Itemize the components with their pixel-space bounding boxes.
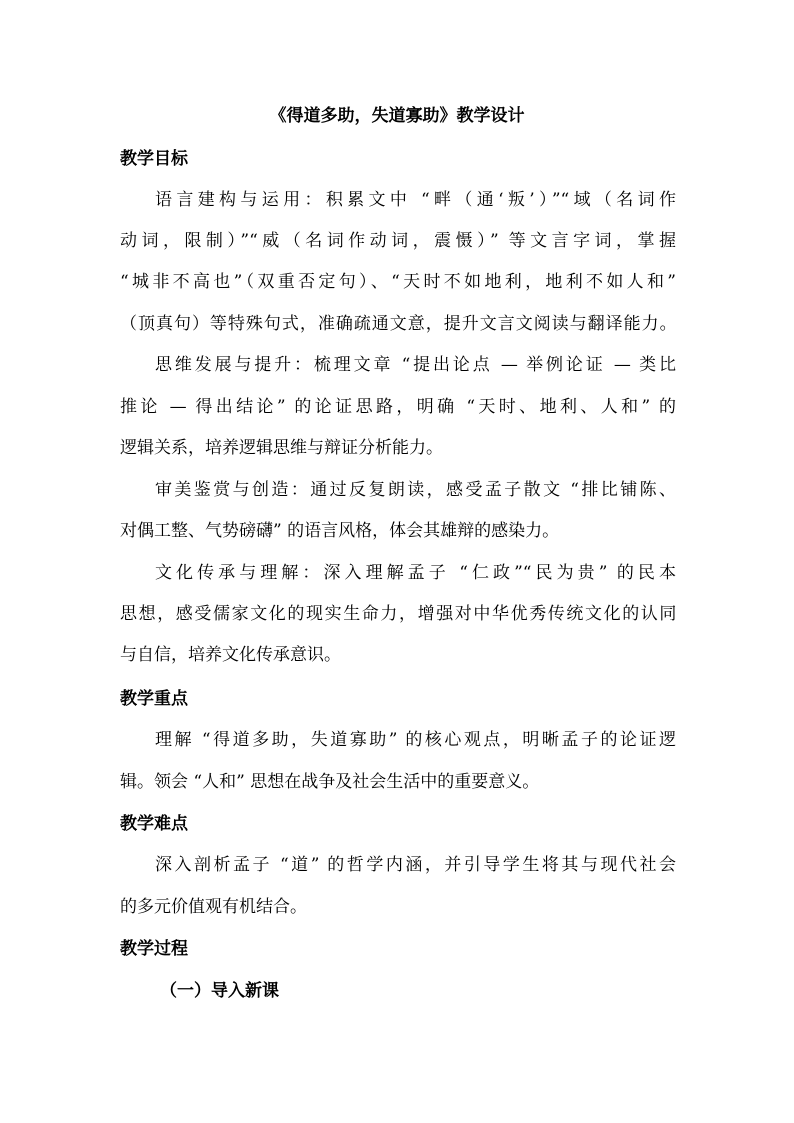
paragraph-line: 逻辑关系，培养逻辑思维与辩证分析能力。	[120, 438, 443, 458]
section-heading-goals: 教学目标	[120, 149, 188, 169]
paragraph-line: （顶真句）等特殊句式，准确疏通文意，提升文言文阅读与翻译能力。	[120, 314, 676, 334]
subsection-heading: （一）导入新课	[160, 981, 279, 1001]
paragraph-line: 辑。领会 “人和” 思想在战争及社会生活中的重要意义。	[120, 772, 540, 792]
paragraph-line: 的多元价值观有机结合。	[120, 897, 307, 917]
paragraph-line: 动词，限制）”“威（名词作动词，震慑）” 等文言字词，掌握	[120, 231, 676, 251]
paragraph-line: 与自信，培养文化传承意识。	[120, 645, 341, 665]
section-heading-key-points: 教学重点	[120, 689, 188, 709]
paragraph-line: 思维发展与提升：梳理文章 “提出论点 — 举例论证 — 类比	[155, 355, 676, 375]
paragraph-line: 对偶工整、气势磅礴” 的语言风格，体会其雄辩的感染力。	[120, 521, 560, 541]
section-heading-process: 教学过程	[120, 939, 188, 959]
section-heading-difficulties: 教学难点	[120, 814, 188, 834]
paragraph-line: 推论 — 得出结论” 的论证思路，明确 “天时、地利、人和” 的	[120, 397, 676, 417]
paragraph-line: 文化传承与理解：深入理解孟子 “仁政”“民为贵” 的民本	[155, 563, 676, 583]
document-title: 《得道多助，失道寡助》教学设计	[269, 106, 525, 126]
paragraph-line: “城非不高也”（双重否定句）、“天时不如地利，地利不如人和”	[120, 272, 676, 292]
paragraph-line: 思想，感受儒家文化的现实生命力，增强对中华优秀传统文化的认同	[120, 604, 676, 624]
paragraph-line: 深入剖析孟子 “道” 的哲学内涵，并引导学生将其与现代社会	[155, 855, 676, 875]
paragraph-line: 语言建构与运用：积累文中 “畔（通‘叛’）”“域（名词作	[155, 190, 676, 210]
paragraph-line: 审美鉴赏与创造：通过反复朗读，感受孟子散文 “排比铺陈、	[155, 480, 676, 500]
paragraph-line: 理解 “得道多助，失道寡助” 的核心观点，明晰孟子的论证逻	[155, 730, 676, 750]
